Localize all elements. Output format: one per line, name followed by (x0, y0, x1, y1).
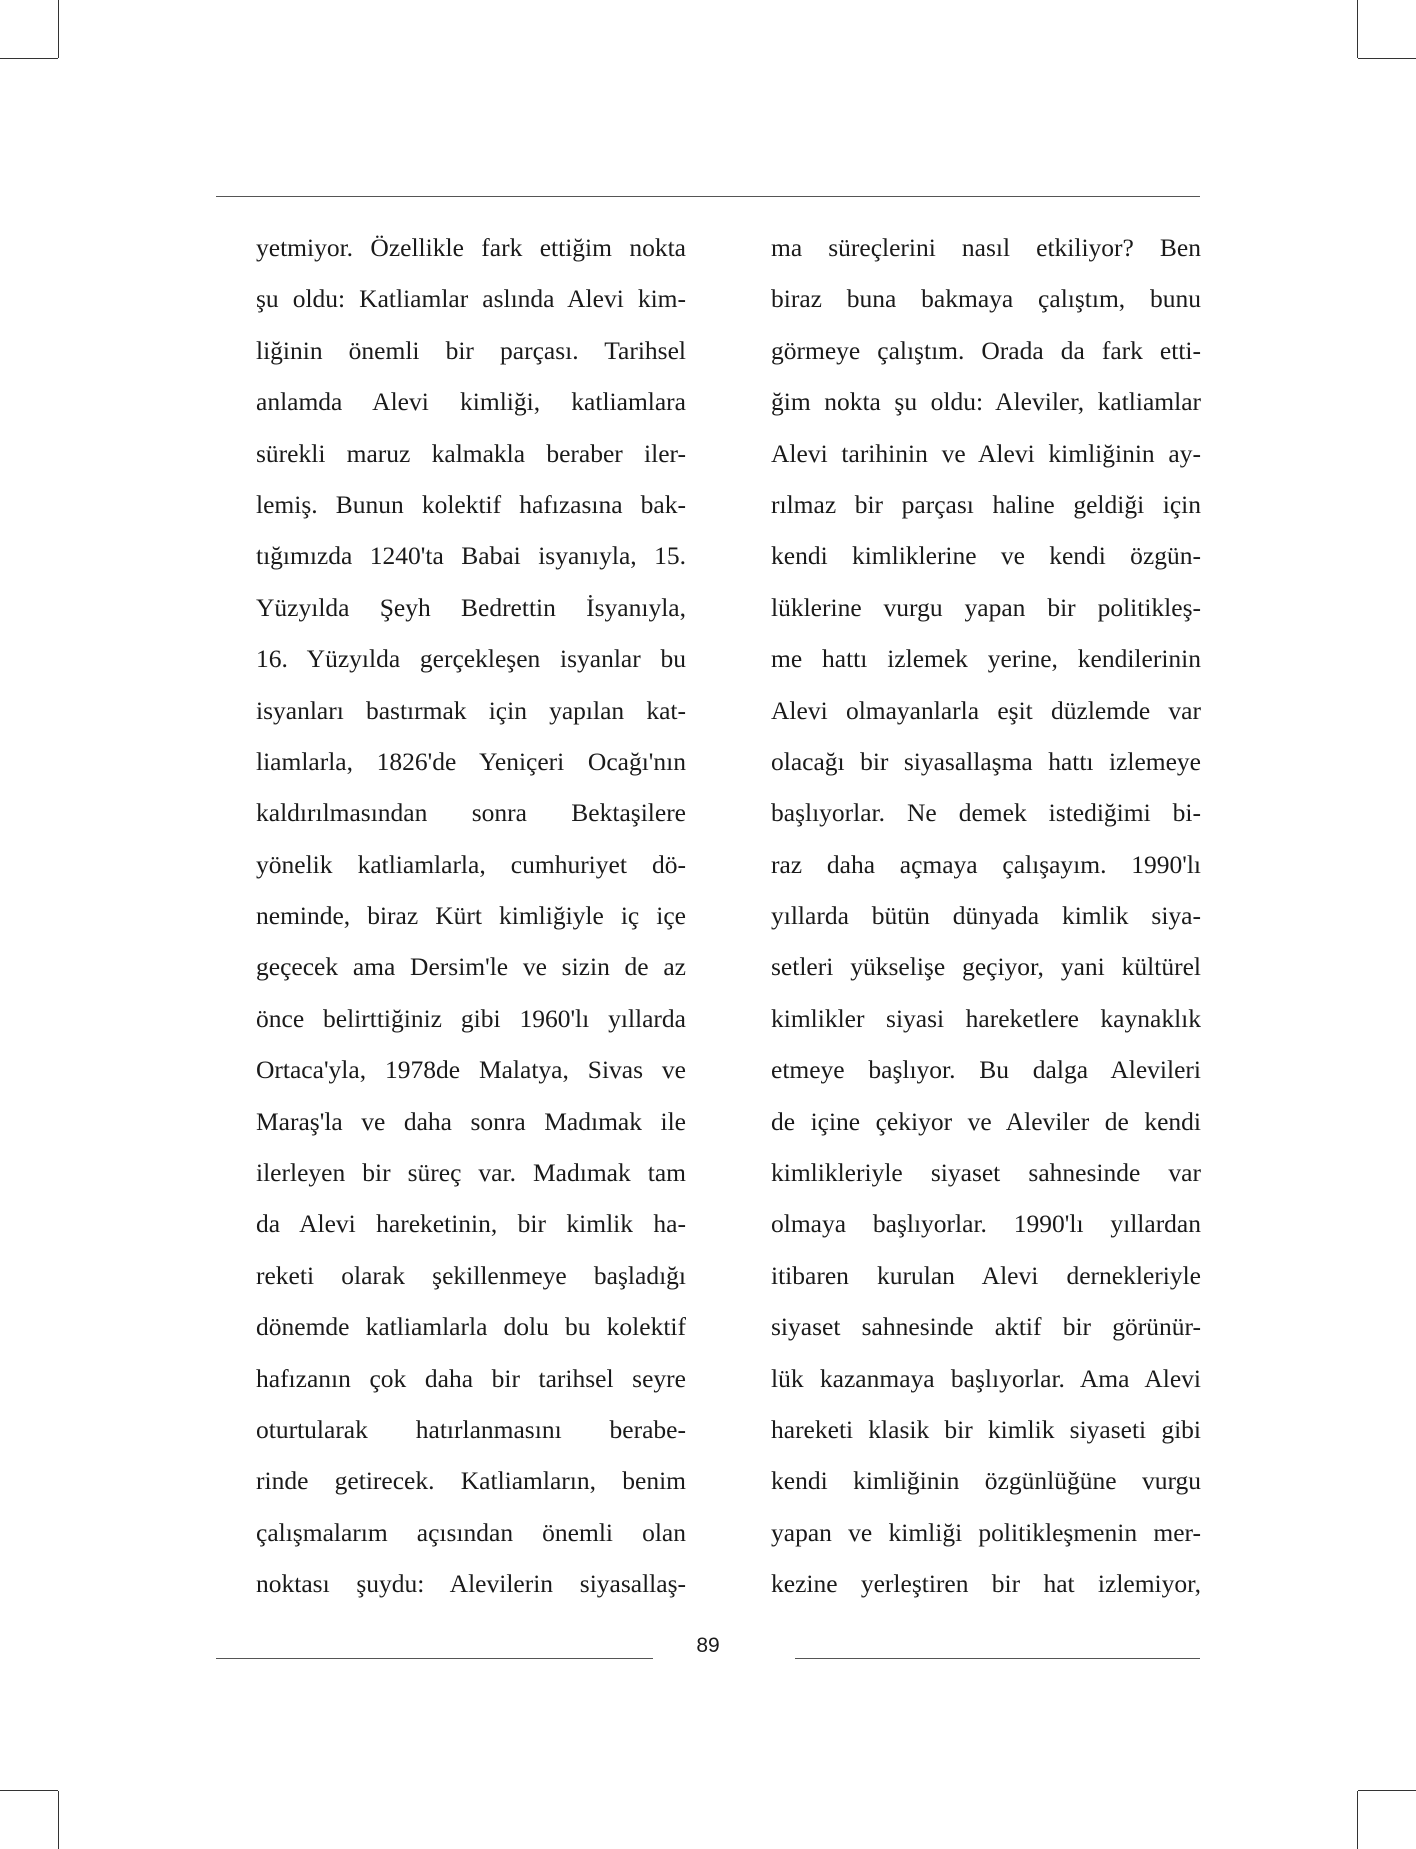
right-column-line: itibaren kurulan Alevi dernekleriyle (771, 1260, 1201, 1290)
right-column-line: kendi kimliklerine ve kendi özgün- (771, 541, 1201, 571)
right-column-line: Alevi tarihinin ve Alevi kimliğinin ay- (771, 438, 1201, 468)
left-column-line: çalışmalarım açısından önemli olan (256, 1517, 686, 1547)
left-column-line: Yüzyılda Şeyh Bedrettin İsyanıyla, (256, 592, 686, 622)
left-column-line: isyanları bastırmak için yapılan kat- (256, 695, 686, 725)
left-column-line: hafızanın çok daha bir tarihsel seyre (256, 1363, 686, 1393)
left-column-line: rinde getirecek. Katliamların, benim (256, 1466, 686, 1496)
right-column-line: de içine çekiyor ve Aleviler de kendi (771, 1106, 1201, 1136)
left-column-line: yetmiyor. Özellikle fark ettiğim nokta (256, 233, 686, 262)
left-column-line: geçecek ama Dersim'le ve sizin de az (256, 952, 686, 982)
left-column (256, 222, 686, 1610)
left-column-line: reketi olarak şekillenmeye başladığı (256, 1260, 686, 1290)
right-column-line: lüklerine vurgu yapan bir politikleş- (771, 592, 1201, 622)
crop-mark-top-right-vertical (1357, 0, 1358, 58)
right-column-line: ma süreçlerini nasıl etkiliyor? Ben (771, 233, 1201, 262)
right-column-line: biraz buna bakmaya çalıştım, bunu (771, 284, 1201, 314)
left-column-line: da Alevi hareketinin, bir kimlik ha- (256, 1209, 686, 1239)
left-column-line: oturtularak hatırlanmasını berabe- (256, 1414, 686, 1444)
left-column-line: kaldırılmasından sonra Bektaşilere (256, 798, 686, 828)
left-column-line: tığımızda 1240'ta Babai isyanıyla, 15. (256, 541, 686, 571)
footer-rule-left (216, 1658, 653, 1659)
left-column-line: liamlarla, 1826'de Yeniçeri Ocağı'nın (256, 746, 686, 776)
right-column-line: lük kazanmaya başlıyorlar. Ama Alevi (771, 1363, 1201, 1393)
right-column-line: etmeye başlıyor. Bu dalga Alevileri (771, 1055, 1201, 1085)
crop-mark-bottom-left-vertical (58, 1791, 59, 1849)
right-column-line: olacağı bir siyasallaşma hattı izlemeye (771, 746, 1201, 776)
crop-mark-bottom-right-horizontal (1358, 1790, 1416, 1791)
left-column-line: liğinin önemli bir parçası. Tarihsel (256, 335, 686, 365)
left-column-line: ilerleyen bir süreç var. Madımak tam (256, 1158, 686, 1188)
left-column-line: sürekli maruz kalmakla beraber iler- (256, 438, 686, 468)
left-column-line: Maraş'la ve daha sonra Madımak ile (256, 1106, 686, 1136)
right-column-line: rılmaz bir parçası haline geldiği için (771, 489, 1201, 519)
left-column-line: neminde, biraz Kürt kimliğiyle iç içe (256, 901, 686, 931)
right-column-line: kimlikler siyasi hareketlere kaynaklık (771, 1003, 1201, 1033)
crop-mark-bottom-right-vertical (1357, 1791, 1358, 1849)
page-number: 89 (696, 1634, 720, 1657)
left-column-line: önce belirttiğiniz gibi 1960'lı yıllarda (256, 1003, 686, 1033)
right-column-line: me hattı izlemek yerine, kendilerinin (771, 644, 1201, 674)
right-column-line: yıllarda bütün dünyada kimlik siya- (771, 901, 1201, 931)
footer-rule-right (795, 1658, 1200, 1659)
right-column-line: kimlikleriyle siyaset sahnesinde var (771, 1158, 1201, 1188)
left-column-line: anlamda Alevi kimliği, katliamlara (256, 387, 686, 417)
crop-mark-bottom-left-horizontal (0, 1790, 58, 1791)
right-column (771, 222, 1201, 1610)
right-column-line: raz daha açmaya çalışayım. 1990'lı (771, 849, 1201, 879)
left-column-line: yönelik katliamlarla, cumhuriyet dö- (256, 849, 686, 879)
right-column-line: setleri yükselişe geçiyor, yani kültürel (771, 952, 1201, 982)
right-column-line: olmaya başlıyorlar. 1990'lı yıllardan (771, 1209, 1201, 1239)
right-column-line: başlıyorlar. Ne demek istediğimi bi- (771, 798, 1201, 828)
right-column-line: kendi kimliğinin özgünlüğüne vurgu (771, 1466, 1201, 1496)
right-column-line: Alevi olmayanlarla eşit düzlemde var (771, 695, 1201, 725)
left-column-line: lemiş. Bunun kolektif hafızasına bak- (256, 489, 686, 519)
right-column-line: yapan ve kimliği politikleşmenin mer- (771, 1517, 1201, 1547)
right-column-line: siyaset sahnesinde aktif bir görünür- (771, 1312, 1201, 1342)
right-column-line: görmeye çalıştım. Orada da fark etti- (771, 335, 1201, 365)
right-column-line: ğim nokta şu oldu: Aleviler, katliamlar (771, 387, 1201, 417)
left-column-line: şu oldu: Katliamlar aslında Alevi kim- (256, 284, 686, 314)
right-column-line: hareketi klasik bir kimlik siyaseti gibi (771, 1414, 1201, 1444)
left-column-line: Ortaca'yla, 1978de Malatya, Sivas ve (256, 1055, 686, 1085)
header-rule (216, 196, 1200, 197)
crop-mark-top-right-horizontal (1358, 58, 1416, 59)
right-column-line: kezine yerleştiren bir hat izlemiyor, (771, 1569, 1201, 1599)
crop-mark-top-left-vertical (58, 0, 59, 58)
crop-mark-top-left-horizontal (0, 58, 58, 59)
left-column-line: dönemde katliamlarla dolu bu kolektif (256, 1312, 686, 1342)
left-column-line: noktası şuydu: Alevilerin siyasallaş- (256, 1569, 686, 1599)
left-column-line: 16. Yüzyılda gerçekleşen isyanlar bu (256, 644, 686, 674)
